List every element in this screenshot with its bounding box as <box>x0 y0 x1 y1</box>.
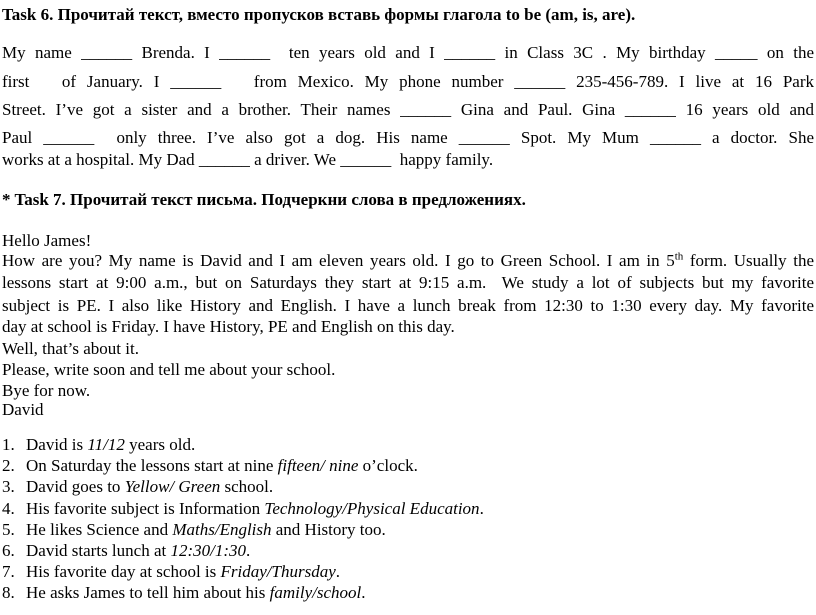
question-end: and History too. <box>271 520 386 539</box>
answer-options: fifteen/ nine <box>277 456 359 475</box>
letter-greeting: Hello James! <box>2 231 92 250</box>
question-text: David starts lunch at <box>26 541 171 560</box>
question-number: 7. <box>2 562 15 581</box>
task6-line-4: Paul ______ only three. I’ve also got a dog. His name ______ Spot. My Mum ______ a doctor. She <box>2 128 814 147</box>
ordinal-suffix: th <box>674 250 684 263</box>
task6-line-5: works at a hospital. My Dad ______ a driver. We ______ happy family. <box>2 150 494 169</box>
letter-closing-3: Bye for now. <box>2 381 91 400</box>
question-end: . <box>246 541 251 560</box>
letter-closing-1: Well, that’s about it. <box>2 339 139 358</box>
question-2 <box>2 456 418 476</box>
question-end: school. <box>220 477 274 496</box>
question-3 <box>2 477 273 497</box>
question-4 <box>2 499 484 519</box>
letter-signature: David <box>2 400 44 419</box>
question-number: 2. <box>2 456 15 475</box>
question-end: . <box>479 499 484 518</box>
question-text: He asks James to tell him about his <box>26 583 270 602</box>
question-text: His favorite day at school is <box>26 562 221 581</box>
letter-line-3: subject is PE. I also like History and English. I have a lunch break from 12:30 to 1:30 every day. My favorite <box>2 296 814 315</box>
letter-line-1 <box>2 251 814 271</box>
question-number: 6. <box>2 541 15 560</box>
question-number: 1. <box>2 435 15 454</box>
question-end: . <box>335 562 340 581</box>
answer-options: family/school <box>269 583 362 602</box>
answer-options: 11/12 <box>87 435 125 454</box>
question-text: David goes to <box>26 477 125 496</box>
question-7 <box>2 562 340 582</box>
question-1 <box>2 435 195 455</box>
letter-closing-2: Please, write soon and tell me about your school. <box>2 360 336 379</box>
letter-line-1-text: How are you? My name is David and I am eleven years old. I go to Green School. I am in 5 <box>2 251 675 270</box>
question-6 <box>2 541 250 561</box>
question-end: o’clock. <box>358 456 418 475</box>
answer-options: Yellow/ Green <box>124 477 221 496</box>
answer-options: 12:30/1:30 <box>170 541 247 560</box>
letter-line-4: day at school is Friday. I have History, PE and English on this day. <box>2 317 455 336</box>
letter-line-1-end: form. Usually the <box>683 251 814 270</box>
question-text: On Saturday the lessons start at nine <box>26 456 278 475</box>
answer-options: Technology/Physical Education <box>264 499 480 518</box>
question-text: He likes Science and <box>26 520 173 539</box>
task6-line-2: first of January. I ______ from Mexico. My phone number ______ 235-456-789. I live at 16 Park <box>2 72 814 91</box>
question-number: 5. <box>2 520 15 539</box>
question-end: years old. <box>124 435 196 454</box>
task6-title: Task 6. Прочитай текст, вместо пропусков вставь формы глагола to be (am, is, are). <box>2 5 636 24</box>
task7-title: * Task 7. Прочитай текст письма. Подчеркни слова в предложениях. <box>2 190 526 209</box>
answer-options: Friday/Thursday <box>220 562 336 581</box>
question-end: . <box>361 583 366 602</box>
question-number: 4. <box>2 499 15 518</box>
task6-line-1: My name ______ Brenda. I ______ ten years old and I ______ in Class 3C . My birthday _____ on the <box>2 43 814 62</box>
question-8 <box>2 583 366 603</box>
task6-line-3: Street. I’ve got a sister and a brother. Their names ______ Gina and Paul. Gina ______ 16 years old and <box>2 100 814 119</box>
question-5 <box>2 520 386 540</box>
question-number: 3. <box>2 477 15 496</box>
question-number: 8. <box>2 583 15 602</box>
letter-line-2: lessons start at 9:00 a.m., but on Saturdays they start at 9:15 a.m. We study a lot of subjects but my favorite <box>2 273 814 292</box>
question-text: David is <box>26 435 88 454</box>
question-text: His favorite subject is Information <box>26 499 265 518</box>
answer-options: Maths/English <box>172 520 272 539</box>
